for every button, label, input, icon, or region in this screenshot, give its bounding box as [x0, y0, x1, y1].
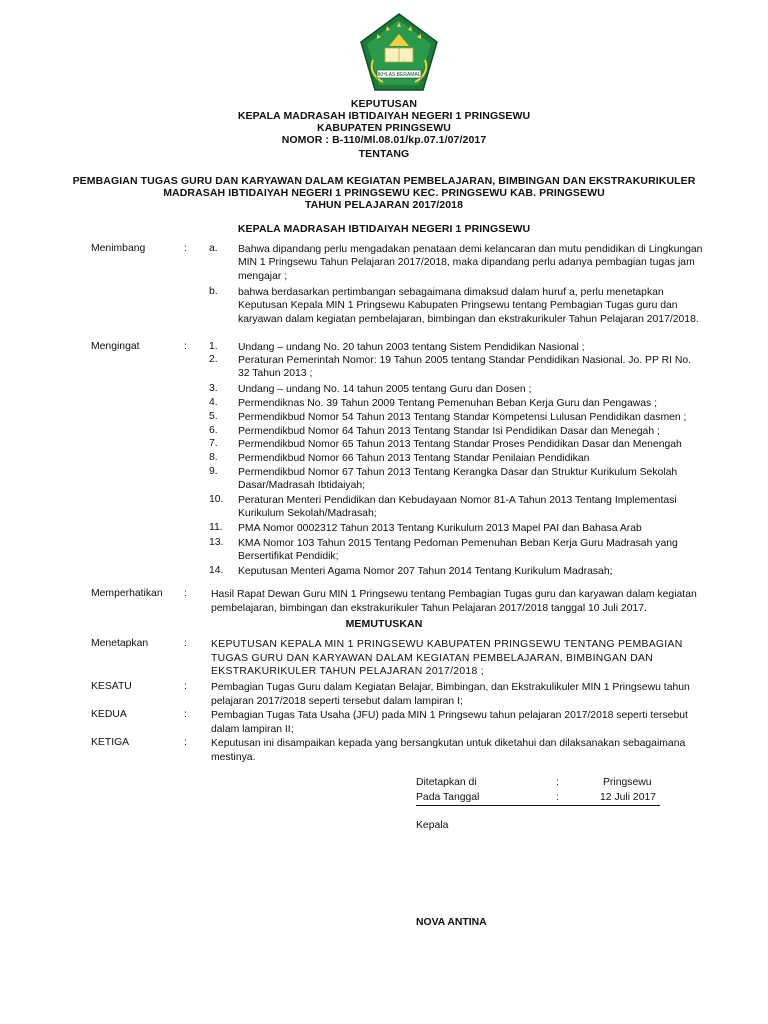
mengingat-item — [238, 438, 713, 451]
mengingat-num: 4. — [209, 397, 218, 408]
mengingat-num: 1. — [209, 341, 218, 352]
menimbang-a-text — [238, 243, 713, 283]
kesatu-text — [211, 681, 713, 708]
mengingat-num: 3. — [209, 383, 218, 394]
kesatu-label: KESATU — [91, 681, 132, 692]
menetapkan-colon: : — [184, 638, 187, 649]
menetapkan-label: Menetapkan — [91, 638, 149, 649]
header-kabupaten: KABUPATEN PRINGSEWU — [317, 122, 451, 134]
ditetapkan-value: Pringsewu — [603, 777, 652, 788]
text-line: Keputusan ini disampaikan kepada yang bersangkutan untuk diketahui dan dilaksanakan sebagaimana — [211, 738, 686, 749]
text-line: Peraturan Menteri Pendidikan dan Kebudayaan Nomor 81-A Tahun 2013 Tentang Implementasi — [238, 495, 677, 506]
mengingat-item — [238, 425, 713, 438]
text-line: KMA Nomor 103 Tahun 2015 Tentang Pedoman Pemenuhan Beban Kerja Guru Madrasah yang — [238, 538, 678, 549]
text-line: 32 Tahun 2013 ; — [238, 368, 313, 380]
mengingat-num: 9. — [209, 466, 218, 477]
mengingat-item — [238, 383, 713, 396]
mengingat-item — [238, 537, 713, 564]
subject-line-3: TAHUN PELAJARAN 2017/2018 — [304, 199, 464, 211]
text-line: Keputusan Menteri Agama Nomor 207 Tahun 2014 Tentang Kurikulum Madrasah; — [238, 566, 613, 577]
text-line: dalam lampiran II; — [211, 723, 294, 735]
signer-role: Kepala — [416, 820, 449, 831]
mengingat-item — [238, 397, 713, 410]
issuer-title: KEPALA MADRASAH IBTIDAIYAH NEGERI 1 PRINGSEWU — [237, 223, 531, 235]
text-line: Permendikbud Nomor 67 Tahun 2013 Tentang Kerangka Dasar dan Struktur Kurikulum Sekolah — [238, 467, 678, 478]
svg-text:IKHLAS BERAMAL: IKHLAS BERAMAL — [377, 72, 421, 78]
text-line: Permendikbud Nomor 54 Tahun 2013 Tentang Standar Kompetensi Lulusan Pendidikan dasmen ; — [238, 412, 687, 423]
menimbang-colon: : — [184, 243, 187, 254]
mengingat-num: 2. — [209, 354, 218, 365]
text-line: Hasil Rapat Dewan Guru MIN 1 Pringsewu tentang Pembagian Tugas guru dan karyawan dalam kegiatan — [211, 589, 697, 600]
tanggal-row — [416, 792, 660, 806]
kedua-colon: : — [184, 709, 187, 720]
kedua-label: KEDUA — [91, 709, 127, 720]
header-keputusan: KEPUTUSAN — [350, 98, 418, 110]
subject-line-1: PEMBAGIAN TUGAS GURU DAN KARYAWAN DALAM KEGIATAN PEMBELAJARAN, BIMBINGAN DAN EKSTRAKURIKULER — [72, 175, 696, 187]
mengingat-item — [238, 565, 713, 578]
text-line: mengajar ; — [238, 270, 288, 282]
mengingat-num: 6. — [209, 425, 218, 436]
menimbang-a-num: a. — [209, 243, 218, 254]
menimbang-label: Menimbang — [91, 243, 146, 254]
ketiga-label: KETIGA — [91, 737, 130, 748]
menimbang-b-num: b. — [209, 286, 218, 297]
text-line: Undang – undang No. 14 tahun 2005 tentang Guru dan Dosen ; — [238, 384, 532, 395]
text-line: Keputusan Kepala MIN 1 Pringsewu Kabupaten Pringsewu tentang Pembagian Tugas guru dan — [238, 300, 678, 312]
tanggal-value: 12 Juli 2017 — [600, 792, 657, 803]
text-line: MIN 1 Pringsewu Tahun Pelajaran 2017/2018, maka dipandang perlu adanya pembagian tugas jam — [238, 257, 695, 269]
text-line: Permendikbud Nomor 64 Tahun 2013 Tentang Standar Isi Pendidikan Dasar dan Menegah ; — [238, 426, 660, 437]
text-line: bahwa berdasarkan pertimbangan sebagaimana dimaksud dalam huruf a, perlu menetapkan — [238, 287, 664, 298]
text-line: Bahwa dipandang perlu mengadakan penataan demi kelancaran dan mutu pendidikan di Lingkungan — [238, 244, 703, 255]
memutuskan-heading: MEMUTUSKAN — [345, 618, 423, 630]
subject-line-2: MADRASAH IBTIDAIYAH NEGERI 1 PRINGSEWU KEC. PRINGSEWU KAB. PRINGSEWU — [163, 187, 605, 199]
text-line: PMA Nomor 0002312 Tahun 2013 Tentang Kurikulum 2013 Mapel PAI dan Bahasa Arab — [238, 523, 642, 534]
signer-name: NOVA ANTINA — [416, 917, 487, 928]
memperhatikan-colon: : — [184, 588, 187, 599]
mengingat-item — [238, 522, 713, 535]
mengingat-num: 5. — [209, 411, 218, 422]
text-line: Permendiknas No. 39 Tahun 2009 Tentang Pemenuhan Beban Kerja Guru dan Pengawas ; — [238, 398, 657, 409]
ditetapkan-colon: : — [556, 777, 559, 788]
text-line: pembelajaran, bimbingan dan ekstrakurikuler Tahun Pelajaran 2017/2018 tanggal 10 Juli 2017. — [211, 602, 647, 614]
tanggal-colon: : — [556, 792, 559, 803]
kesatu-colon: : — [184, 681, 187, 692]
mengingat-item — [238, 411, 713, 424]
ditetapkan-label: Ditetapkan di — [416, 777, 477, 788]
memperhatikan-label: Memperhatikan — [91, 588, 163, 599]
ketiga-colon: : — [184, 737, 187, 748]
text-line: mestinya. — [211, 751, 256, 763]
text-line: EKSTRAKURIKULER TAHUN PELAJARAN 2017/2018 ; — [211, 666, 484, 678]
text-line: Bersertifikat Pendidik; — [238, 551, 339, 563]
mengingat-num: 8. — [209, 452, 218, 463]
mengingat-item — [238, 466, 713, 493]
text-line: Pembagian Tugas Tata Usaha (JFU) pada MIN 1 Pringsewu tahun pelajaran 2017/2018 seperti tersebut — [211, 710, 688, 721]
mengingat-num: 11. — [209, 522, 223, 533]
subject-title — [60, 175, 708, 211]
header-title — [60, 98, 708, 160]
kementerian-agama-logo — [357, 12, 441, 96]
header-nomor: NOMOR : B-110/Ml.08.01/kp.07.1/07/2017 — [281, 134, 487, 146]
memperhatikan-text — [211, 588, 713, 615]
mengingat-item — [238, 341, 713, 354]
header-kepala: KEPALA MADRASAH IBTIDAIYAH NEGERI 1 PRINGSEWU — [237, 110, 531, 122]
mengingat-num: 10. — [209, 494, 224, 505]
text-line: KEPUTUSAN KEPALA MIN 1 PRINGSEWU KABUPATEN PRINGSEWU TENTANG PEMBAGIAN — [211, 639, 683, 650]
text-line: Dasar/Madrasah Ibtidaiyah; — [238, 480, 366, 492]
tanggal-label: Pada Tanggal — [416, 792, 480, 803]
text-line: karyawan dalam kegiatan pembelajaran, bimbingan dan ekstrakurikuler Tahun Pelajaran 2017/2018. — [238, 313, 699, 325]
ketiga-text — [211, 737, 713, 764]
text-line: Permendikbud Nomor 66 Tahun 2013 Tentang Standar Penilaian Pendidikan — [238, 453, 590, 464]
text-line: Kurikulum Sekolah/Madrasah; — [238, 508, 377, 520]
mengingat-item — [238, 354, 713, 381]
mengingat-colon: : — [184, 341, 187, 352]
kedua-text — [211, 709, 713, 736]
text-line: Peraturan Pemerintah Nomor: 19 Tahun 2005 tentang Standar Pendidikan Nasional. Jo. PP RI No. — [238, 355, 692, 366]
text-line: pelajaran 2017/2018 seperti tersebut dalam lampiran I; — [211, 695, 463, 707]
mengingat-num: 14. — [209, 565, 224, 576]
mengingat-item — [238, 494, 713, 521]
text-line: Permendikbud Nomor 65 Tahun 2013 Tentang Standar Proses Pendidikan Dasar dan Menengah — [238, 439, 682, 450]
text-line: TUGAS GURU DAN KARYAWAN DALAM KEGIATAN PEMBELAJARAN, BIMBINGAN DAN — [211, 652, 654, 664]
menetapkan-text — [211, 638, 713, 679]
mengingat-label: Mengingat — [91, 341, 140, 352]
mengingat-num: 13. — [209, 537, 224, 548]
text-line: Undang – undang No. 20 tahun 2003 tentang Sistem Pendidikan Nasional ; — [238, 342, 585, 353]
text-line: Pembagian Tugas Guru dalam Kegiatan Belajar, Bimbingan, dan Ekstrakulikuler MIN 1 Pringsewu tahun — [211, 682, 690, 693]
mengingat-item — [238, 452, 713, 465]
menimbang-b-text — [238, 286, 713, 326]
mengingat-num: 7. — [209, 438, 218, 449]
header-tentang: TENTANG — [358, 148, 410, 160]
